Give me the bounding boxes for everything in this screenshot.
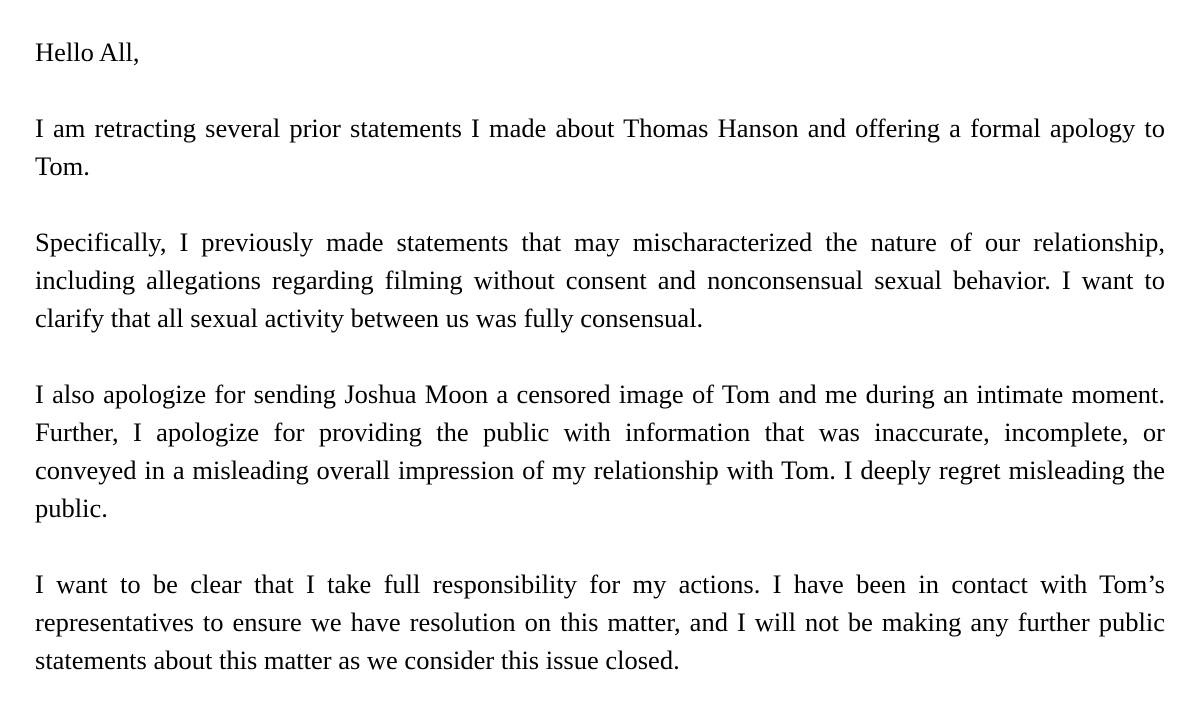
paragraph-responsibility: I want to be clear that I take full responsibility for my actions. I have been in contact with Tom’s representatives to ensure we have resolution on this matter, and I will not be making any further public statements about this matter as we consider this issue closed. — [35, 569, 1165, 675]
paragraph-retraction: I am retracting several prior statements I made about Thomas Hanson and offering a formal apology to Tom. — [35, 113, 1165, 181]
greeting: Hello All, — [35, 37, 140, 67]
paragraph-apology: I also apologize for sending Joshua Moon a censored image of Tom and me during an intimate moment. Further, I apologize for providing the public with information that was inaccurate, incomplete, or conveyed in a misleading overall impression of my relationship with Tom. I deeply regret misleading the public. — [35, 379, 1165, 523]
paragraph-clarification: Specifically, I previously made statements that may mischaracterized the nature of our relationship, including allegations regarding filming without consent and nonconsensual sexual behavior. I want to clarify that all sexual activity between us was fully consensual. — [35, 227, 1165, 333]
